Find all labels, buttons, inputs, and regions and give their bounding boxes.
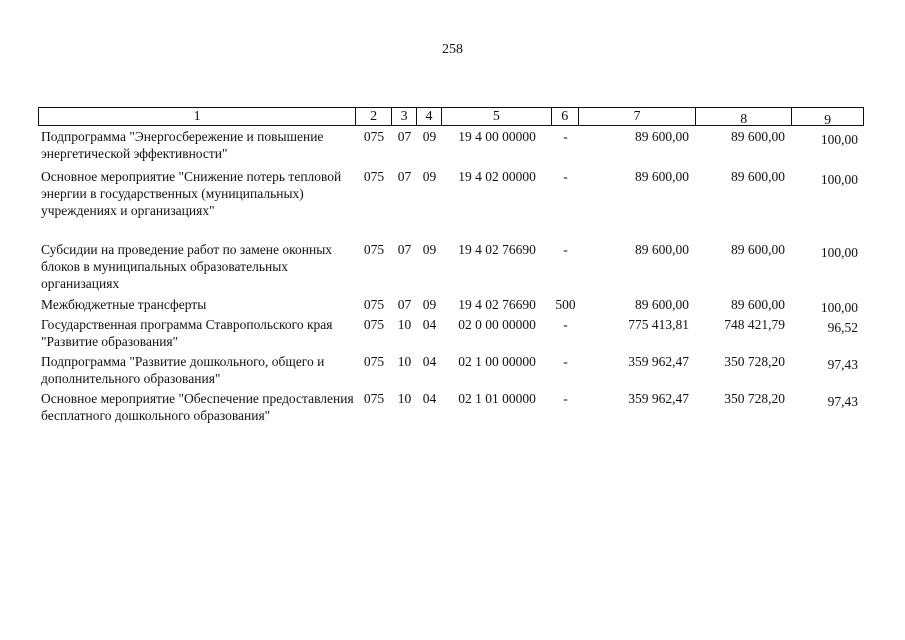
- header-col-6: 6: [552, 108, 579, 125]
- page-number: 258: [442, 42, 463, 57]
- row-col-5: 19 4 02 76690: [458, 297, 536, 312]
- row-col-5: 19 4 02 00000: [458, 169, 536, 184]
- row-name: Субсидии на проведение работ по замене оконных блоков в муниципальных образовательных организациях: [41, 242, 333, 291]
- table-row: [38, 241, 864, 292]
- header-col-9: 9: [824, 113, 832, 128]
- table-row: [38, 128, 864, 162]
- row-col-8: 89 600,00: [731, 169, 785, 184]
- row-col-4: 09: [422, 129, 437, 144]
- row-name: Основное мероприятие "Обеспечение предоставления бесплатного дошкольного образования": [41, 391, 354, 423]
- row-col-3: 07: [397, 242, 412, 257]
- table-body: [38, 128, 864, 424]
- row-col-2: 075: [363, 242, 385, 257]
- row-col-7: 89 600,00: [635, 242, 689, 257]
- row-name: Подпрограмма "Развитие дошкольного, общего и дополнительного образования": [41, 354, 325, 386]
- header-col-2: 2: [356, 108, 392, 125]
- header-col-8: 8: [696, 108, 792, 125]
- row-col-7: 359 962,47: [628, 354, 689, 369]
- row-col-4: 04: [422, 317, 437, 332]
- row-col-9: 100,00: [820, 132, 858, 147]
- header-col-5: 5: [442, 108, 552, 125]
- row-col-7: 89 600,00: [635, 297, 689, 312]
- row-col-9: 96,52: [827, 320, 858, 335]
- row-col-9: 97,43: [827, 394, 858, 409]
- row-col-2: 075: [363, 317, 385, 332]
- row-col-3: 10: [397, 317, 412, 332]
- row-col-3: 07: [397, 297, 412, 312]
- row-col-6: -: [563, 242, 568, 257]
- row-name: Основное мероприятие "Снижение потерь тепловой энергии в государственных (муниципальных) учреждениях и организациях": [41, 169, 342, 218]
- row-col-7: 359 962,47: [628, 391, 689, 406]
- row-col-9: 100,00: [820, 300, 858, 315]
- row-col-6: -: [563, 354, 568, 369]
- row-col-8: 89 600,00: [731, 242, 785, 257]
- table-row: [38, 390, 864, 424]
- row-col-5: 02 0 00 00000: [458, 317, 536, 332]
- row-col-3: 07: [397, 169, 412, 184]
- row-col-6: 500: [555, 297, 576, 312]
- row-col-6: -: [563, 169, 568, 184]
- row-col-3: 10: [397, 391, 412, 406]
- row-col-5: 02 1 00 00000: [458, 354, 536, 369]
- row-name: Государственная программа Ставропольского края "Развитие образования": [41, 317, 333, 349]
- row-name: Подпрограмма "Энергосбережение и повышение энергетической эффективности": [41, 129, 324, 161]
- row-col-7: 775 413,81: [628, 317, 689, 332]
- row-col-6: -: [563, 317, 568, 332]
- table-row: [38, 316, 864, 350]
- row-col-8: 89 600,00: [731, 297, 785, 312]
- row-col-7: 89 600,00: [635, 129, 689, 144]
- row-col-4: 04: [422, 354, 437, 369]
- header-col-4: 4: [417, 108, 442, 125]
- row-col-8: 350 728,20: [724, 354, 785, 369]
- row-col-5: 02 1 01 00000: [458, 391, 536, 406]
- row-col-9: 97,43: [827, 357, 858, 372]
- row-col-3: 10: [397, 354, 412, 369]
- row-col-2: 075: [363, 354, 385, 369]
- row-col-6: -: [563, 391, 568, 406]
- row-col-7: 89 600,00: [635, 169, 689, 184]
- row-col-8: 89 600,00: [731, 129, 785, 144]
- row-col-4: 09: [422, 169, 437, 184]
- row-col-8: 350 728,20: [724, 391, 785, 406]
- table-row: [38, 168, 864, 219]
- row-col-9: 100,00: [820, 245, 858, 260]
- row-name: Межбюджетные трансферты: [41, 297, 207, 312]
- row-col-8: 748 421,79: [724, 317, 785, 332]
- header-col-7: 7: [579, 108, 697, 125]
- table-row: [38, 296, 864, 316]
- row-col-2: 075: [363, 297, 385, 312]
- table-header: [38, 107, 864, 126]
- row-col-6: -: [563, 129, 568, 144]
- header-col-1: 1: [39, 108, 356, 125]
- row-col-2: 075: [363, 129, 385, 144]
- row-col-4: 09: [422, 297, 437, 312]
- row-col-5: 19 4 00 00000: [458, 129, 536, 144]
- row-col-4: 09: [422, 242, 437, 257]
- table-row: [38, 353, 864, 387]
- header-col-3: 3: [392, 108, 417, 125]
- row-col-3: 07: [397, 129, 412, 144]
- row-col-2: 075: [363, 169, 385, 184]
- row-col-4: 04: [422, 391, 437, 406]
- row-col-9: 100,00: [820, 172, 858, 187]
- row-col-5: 19 4 02 76690: [458, 242, 536, 257]
- row-col-2: 075: [363, 391, 385, 406]
